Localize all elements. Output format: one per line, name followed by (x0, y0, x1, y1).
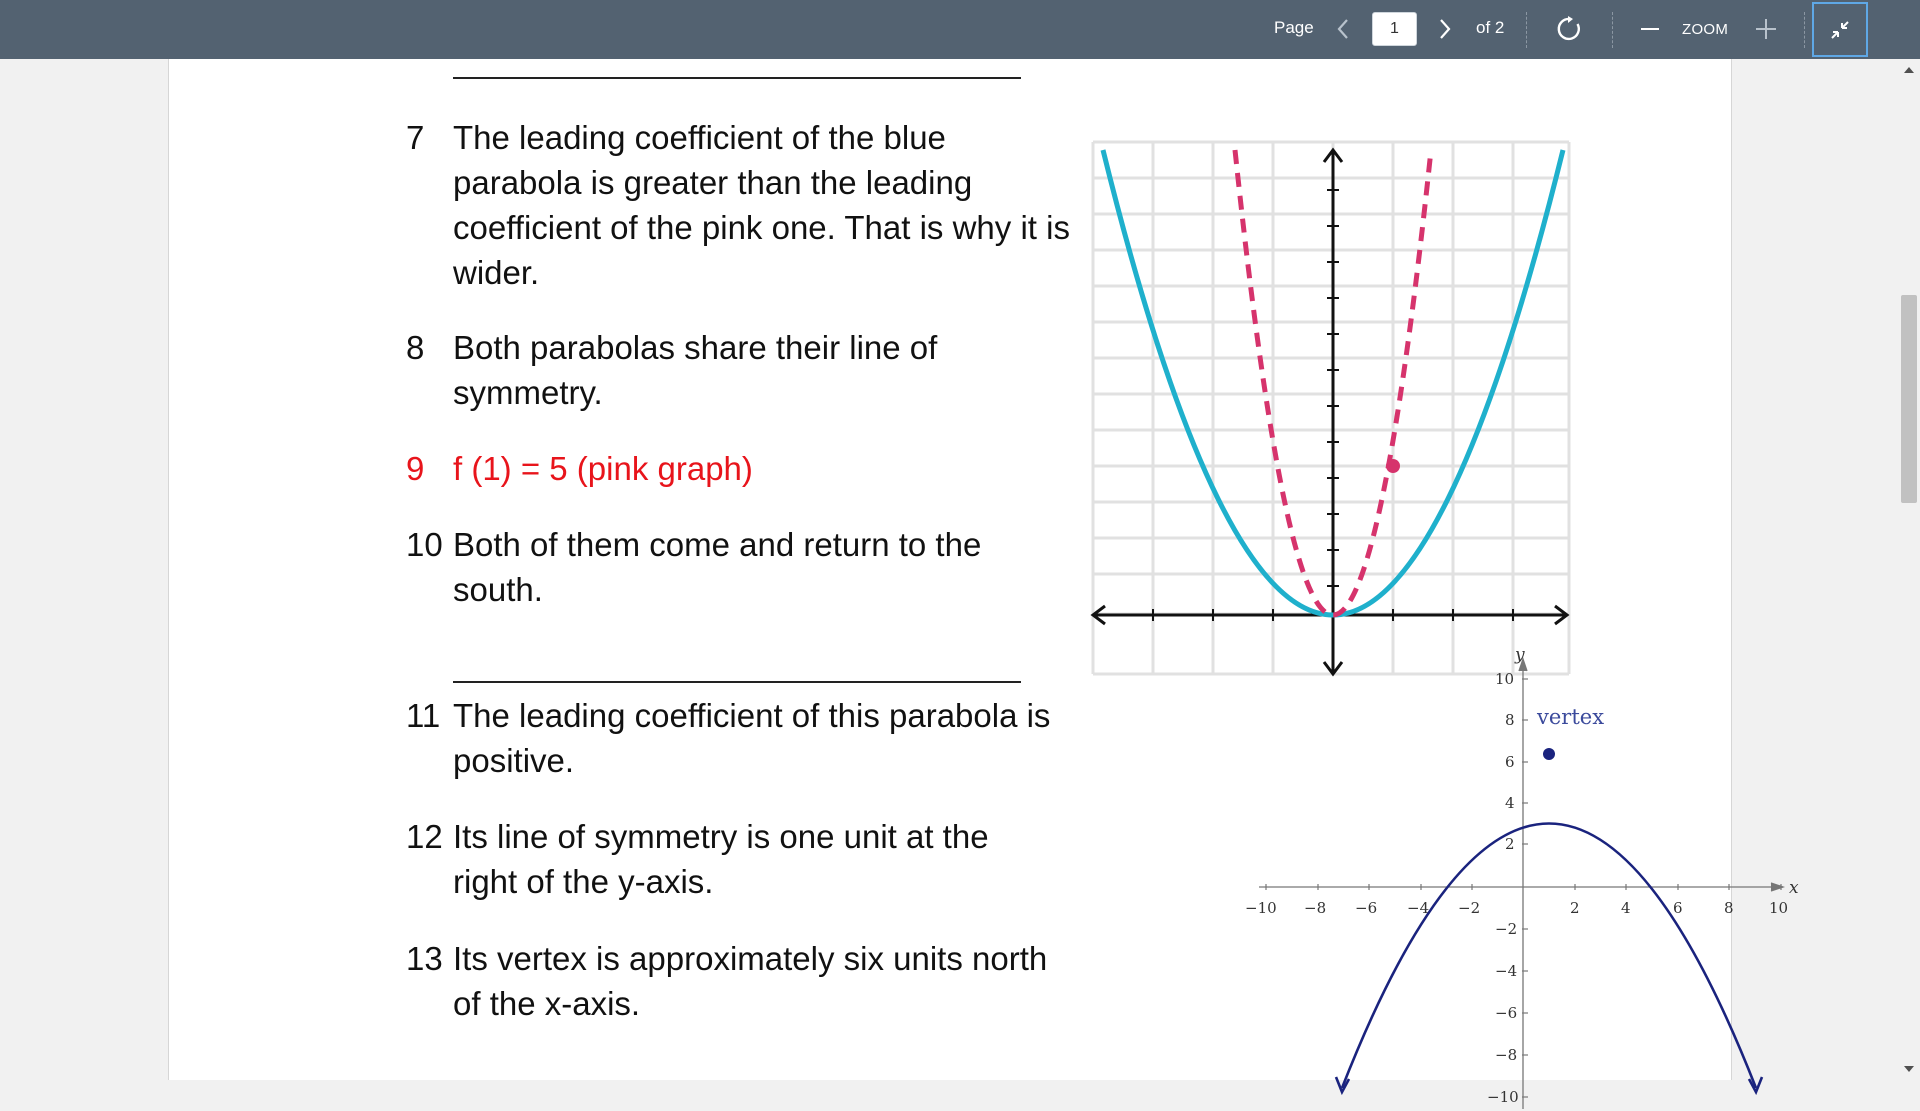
document-page (168, 59, 1799, 1106)
y-axis (1324, 150, 1342, 674)
chevron-right-icon[interactable] (1432, 10, 1458, 48)
item-text: The leading coefficient of this parabola is positive. (453, 697, 1051, 779)
item-number: 13 (406, 940, 443, 977)
item-text: The leading coefficient of the blue parabola is greater than the leading coefficient of the pink one. That is why it is wider. (453, 119, 1070, 291)
y-tick-label: −2 (1495, 920, 1518, 938)
scrollbar-thumb[interactable] (1901, 295, 1917, 503)
y-tick-label: 2 (1505, 835, 1515, 853)
vertical-scrollbar[interactable] (1898, 59, 1920, 1080)
zoom-out-icon[interactable] (1636, 10, 1664, 48)
y-tick-label: 10 (1495, 670, 1515, 688)
y-tick-label: −4 (1495, 962, 1518, 980)
y-tick-label: 8 (1505, 711, 1515, 729)
item-number: 11 (406, 697, 441, 734)
vertex-parabola-graph (1241, 645, 1801, 1111)
zoom-in-icon[interactable] (1752, 10, 1780, 48)
scroll-up-icon[interactable] (1904, 67, 1914, 73)
item-text: Both of them come and return to the south. (453, 526, 982, 608)
x-tick-label: −2 (1458, 899, 1481, 917)
x-tick-label: 4 (1621, 899, 1631, 917)
y-tick-label: −8 (1495, 1046, 1518, 1064)
item-number: 8 (406, 329, 425, 366)
section-divider (453, 77, 1021, 79)
x-tick-label: −4 (1407, 899, 1430, 917)
viewer-toolbar (0, 0, 1920, 59)
vertex-label: vertex (1537, 705, 1605, 729)
page-count-label: of 2 (1476, 18, 1505, 37)
x-tick-label: 2 (1570, 899, 1580, 917)
item-text: Both parabolas share their line of symmetry. (453, 329, 938, 411)
zoom-label: ZOOM (1682, 21, 1729, 38)
item-text: Its vertex is approximately six units north of the x-axis. (453, 940, 1048, 1022)
collapse-icon[interactable] (1812, 2, 1868, 57)
x-axis-label: x (1789, 878, 1799, 898)
document-viewport[interactable] (0, 59, 1898, 1106)
y-axis-label: y (1515, 645, 1525, 665)
item-number: 7 (406, 119, 425, 156)
toolbar-divider (1612, 12, 1613, 48)
item-number: 12 (406, 818, 443, 855)
scroll-down-icon[interactable] (1904, 1066, 1914, 1072)
rotate-icon[interactable] (1553, 10, 1587, 48)
grid (1093, 142, 1569, 674)
chevron-left-icon[interactable] (1330, 10, 1356, 48)
x-tick-label: −8 (1304, 899, 1327, 917)
pink-graph-point (1386, 459, 1400, 473)
item-text: f (1) = 5 (pink graph) (453, 450, 753, 487)
vertex-point (1543, 748, 1555, 760)
toolbar-divider (1526, 12, 1527, 48)
item-number: 10 (406, 526, 443, 563)
y-tick-label: 4 (1505, 794, 1515, 812)
toolbar-divider (1804, 12, 1805, 48)
navy-parabola (1342, 824, 1756, 1089)
x-tick-label: −6 (1355, 899, 1378, 917)
y-tick-label: −10 (1487, 1088, 1519, 1106)
x-tick-label: −10 (1245, 899, 1277, 917)
page-label: Page (1274, 18, 1314, 37)
parabolas-graph (1087, 136, 1571, 680)
y-tick-label: 6 (1505, 753, 1515, 771)
x-tick-label: 6 (1673, 899, 1683, 917)
item-number: 9 (406, 450, 425, 487)
section-divider (453, 681, 1021, 683)
x-tick-label: 8 (1724, 899, 1734, 917)
y-tick-label: −6 (1495, 1004, 1518, 1022)
x-tick-label: 10 (1769, 899, 1789, 917)
page-number-input[interactable] (1372, 12, 1417, 46)
item-text: Its line of symmetry is one unit at the right of the y-axis. (453, 818, 989, 900)
